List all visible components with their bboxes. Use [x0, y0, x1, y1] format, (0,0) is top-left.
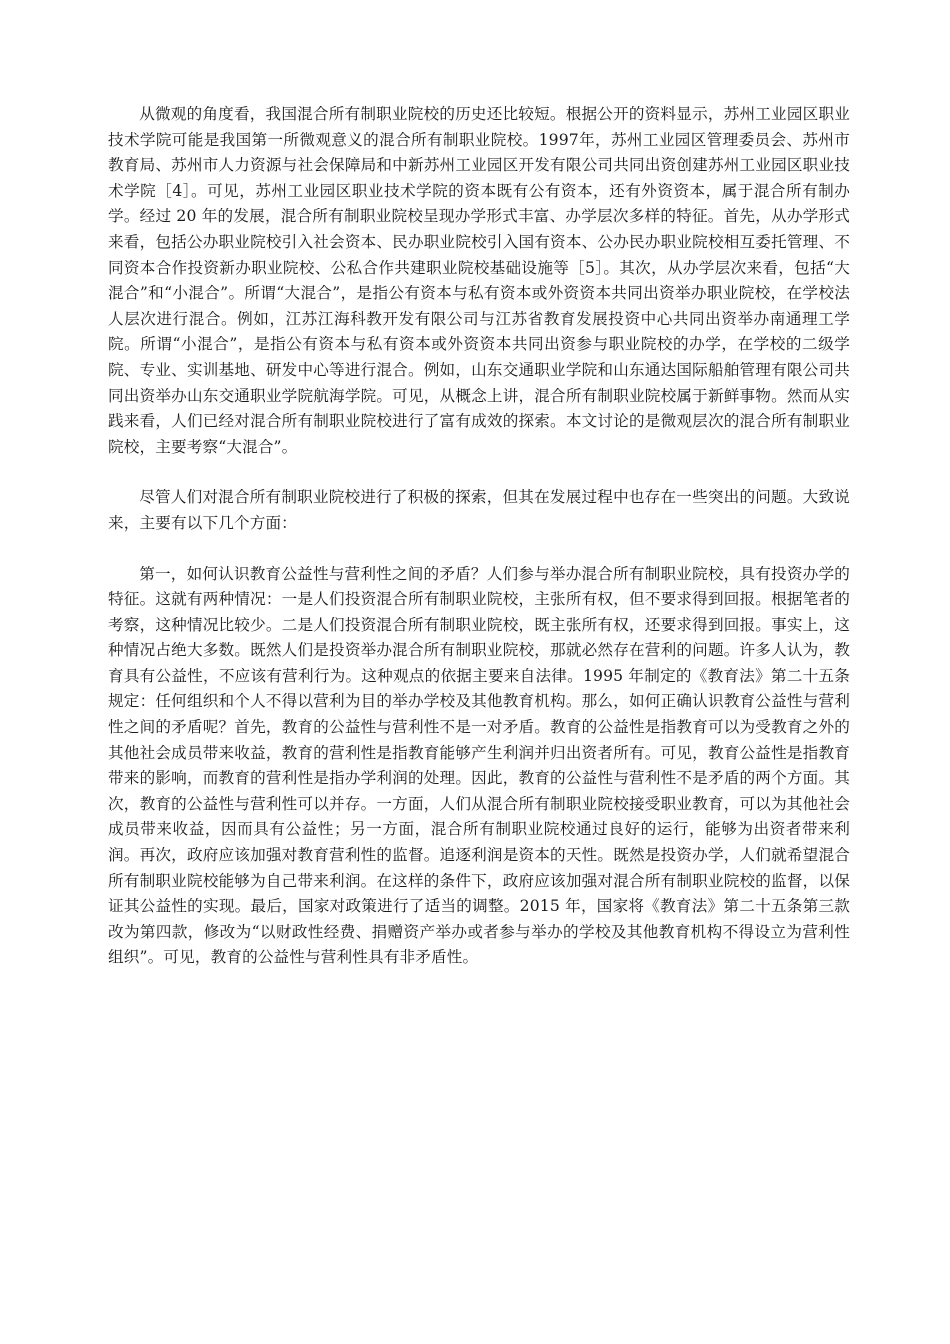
document-body	[108, 102, 850, 996]
paragraph-problems-intro: 尽管人们对混合所有制职业院校进行了积极的探索，但其在发展过程中也存在一些突出的问题。大致说来，主要有以下几个方面：	[108, 488, 850, 532]
paragraph-public-welfare-profit: 第一，如何认识教育公益性与营利性之间的矛盾？人们参与举办混合所有制职业院校，具有投资办学的特征。这就有两种情况：一是人们投资混合所有制职业院校，主张所有权，但不要求得到回报。根据笔者的考察，这种情况比较少。二是人们投资混合所有制职业院校，既主张所有权，还要求得到回报。事实上，这种情况占绝大多数。既然人们是投资举办混合所有制职业院校，那就必然存在营利的问题。许多人认为，教育具有公益性，不应该有营利行为。这种观点的依据主要来自法律。1995 年制定的《教育法》第二十五条规定：任何组织和个人不得以营利为目的举办学校及其他教育机构。那么，如何正确认识教育公益性与营利性之间的矛盾呢？首先，教育的公益性与营利性不是一对矛盾。教育的公益性是指教育可以为受教育之外的其他社会成员带来收益，教育的营利性是指教育能够产生利润并归出资者所有。可见，教育公益性是指教育带来的影响，而教育的营利性是指办学利润的处理。因此，教育的公益性与营利性不是矛盾的两个方面。其次，教育的公益性与营利性可以并存。一方面，人们从混合所有制职业院校接受职业教育，可以为其他社会成员带来收益，因而具有公益性；另一方面，混合所有制职业院校通过良好的运行，能够为出资者带来利润。再次，政府应该加强对教育营利性的监督。追逐利润是资本的天性。既然是投资办学，人们就希望混合所有制职业院校能够为自己带来利润。在这样的条件下，政府应该加强对混合所有制职业院校的监督，以保证其公益性的实现。最后，国家对政策进行了适当的调整。2015 年，国家将《教育法》第二十五条第三款改为第四款，修改为“以财政性经费、捐赠资产举办或者参与举办的学校及其他教育机构不得设立为营利性组织”。可见，教育的公益性与营利性具有非矛盾性。	[108, 564, 850, 967]
paragraph-history: 从微观的角度看，我国混合所有制职业院校的历史还比较短。根据公开的资料显示，苏州工业园区职业技术学院可能是我国第一所微观意义的混合所有制职业院校。1997年，苏州工业园区管理委员会、苏州市教育局、苏州市人力资源与社会保障局和中新苏州工业园区开发有限公司共同出资创建苏州工业园区职业技术学院［4］。可见，苏州工业园区职业技术学院的资本既有公有资本，还有外资资本，属于混合所有制办学。经过 20 年的发展，混合所有制职业院校呈现办学形式丰富、办学层次多样的特征。首先，从办学形式来看，包括公办职业院校引入社会资本、民办职业院校引入国有资本、公办民办职业院校相互委托管理、不同资本合作投资新办职业院校、公私合作共建职业院校基础设施等［5］。其次，从办学层次来看，包括“大混合”和“小混合”。所谓“大混合”，是指公有资本与私有资本或外资资本共同出资举办职业院校，在学校法人层次进行混合。例如，江苏江海科教开发有限公司与江苏省教育发展投资中心共同出资举办南通理工学院。所谓“小混合”，是指公有资本与私有资本或外资资本共同出资参与职业院校的办学，在学校的二级学院、专业、实训基地、研发中心等进行混合。例如，山东交通职业学院和山东通达国际船舶管理有限公司共同出资举办山东交通职业学院航海学院。可见，从概念上讲，混合所有制职业院校属于新鲜事物。然而从实践来看，人们已经对混合所有制职业院校进行了富有成效的探索。本文讨论的是微观层次的混合所有制职业院校，主要考察“大混合”。	[108, 105, 850, 456]
